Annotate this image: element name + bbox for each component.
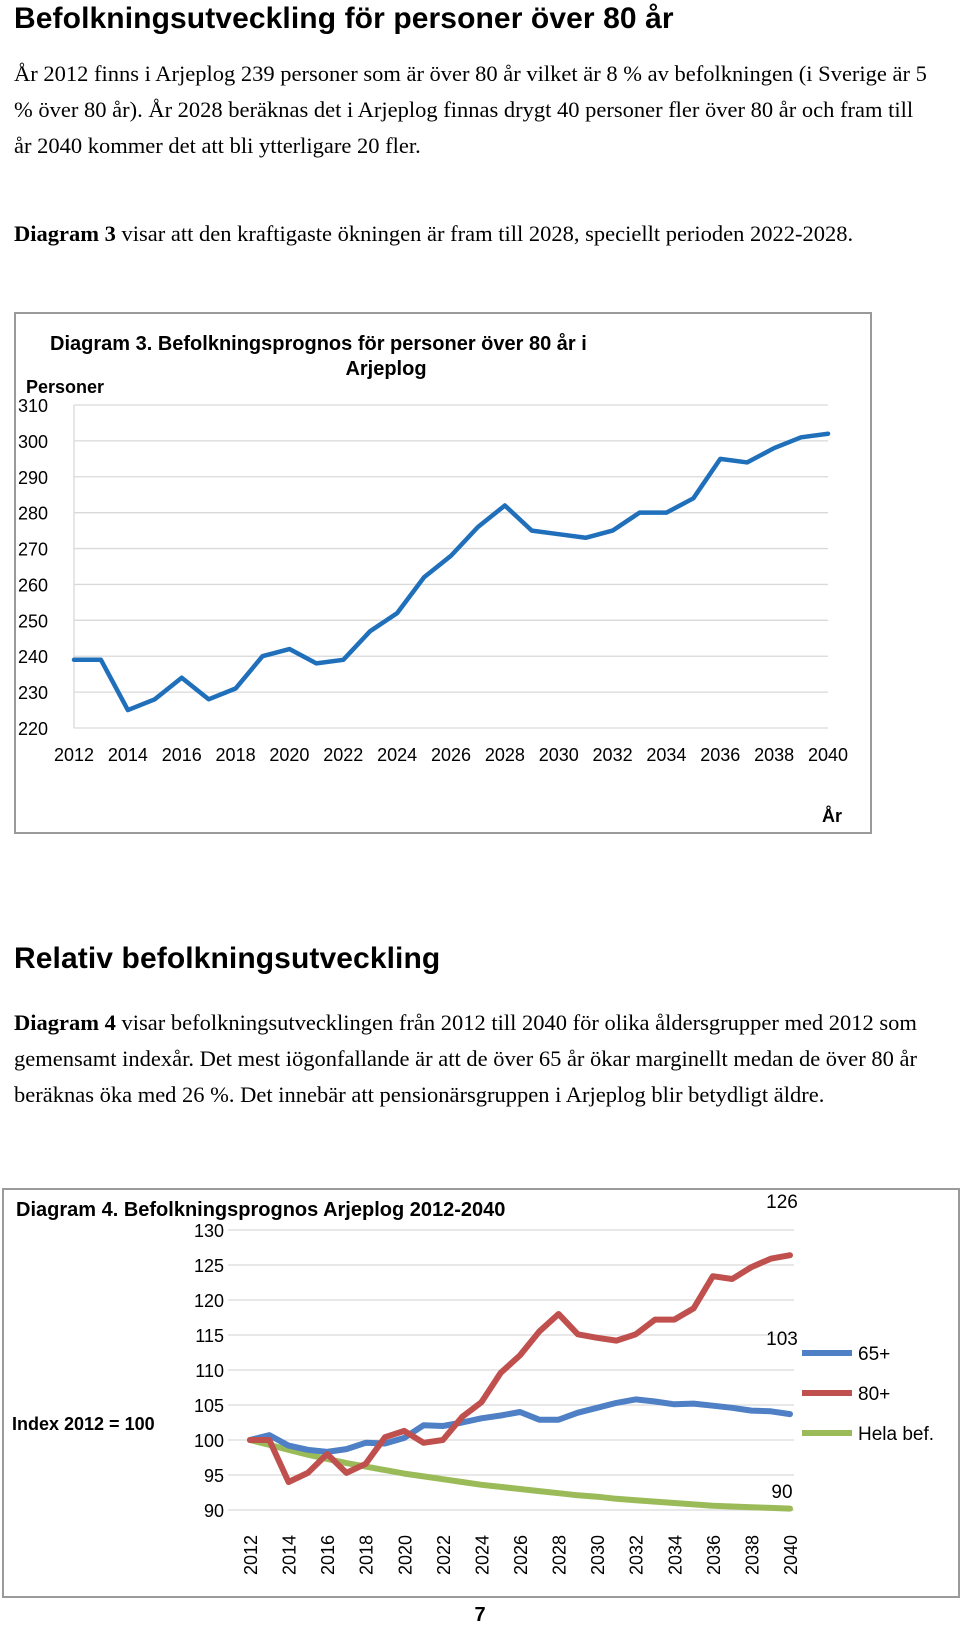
diagram3-x-tick-label: 2022 [323, 745, 364, 765]
diagram4-data-label: 103 [766, 1329, 798, 1350]
diagram3-y-tick-label: 280 [18, 503, 49, 524]
diagram4-x-tick-label: 2030 [588, 1534, 609, 1576]
diagram3-x-tick-label: 2026 [430, 745, 472, 765]
diagram4-x-tick-label: 2014 [279, 1534, 300, 1576]
diagram4-series-line [250, 1255, 790, 1482]
diagram3-y-ticks [18, 396, 48, 739]
diagram4-x-tick-label: 2038 [742, 1534, 763, 1576]
section-heading-80plus: Befolkningsutveckling för personer över 80 år [14, 2, 674, 35]
diagram3-x-tick-label: 2012 [53, 745, 95, 765]
diagram3-x-tick-label: 2032 [592, 745, 633, 765]
diagram3-x-tick-label: 2038 [754, 745, 795, 765]
diagram3-chart [16, 314, 870, 832]
diagram4-legend [802, 1344, 934, 1445]
diagram4-data-label: 126 [766, 1192, 798, 1213]
diagram4-data-labels [766, 1192, 798, 1503]
section-heading-relative: Relativ befolkningsutveckling [14, 942, 441, 975]
diagram3-x-tick-label: 2034 [646, 745, 687, 765]
diagram3-x-tick-label: 2030 [538, 745, 579, 765]
diagram3-y-tick-label: 290 [18, 467, 49, 488]
diagram3-ref-text: visar att den kraftigaste ökningen är fram till 2028, speciellt perioden 2022-2028. [115, 221, 854, 246]
diagram4-y-tick-label: 90 [203, 1501, 224, 1521]
diagram3-x-tick-label: 2014 [107, 745, 148, 765]
diagram4-x-tick-label: 2040 [781, 1534, 801, 1576]
diagram4-chart [4, 1190, 958, 1596]
diagram4-x-tick-label: 2036 [703, 1534, 724, 1576]
diagram3-x-tick-label: 2018 [215, 745, 256, 765]
diagram3-x-label: År [821, 806, 842, 826]
diagram4-y-label: Index 2012 = 100 [12, 1414, 155, 1434]
diagram4-legend-label: 65+ [858, 1344, 891, 1365]
diagram4-x-ticks [241, 1535, 801, 1575]
diagram3-y-tick-label: 220 [18, 719, 49, 739]
page-number: 7 [474, 1604, 486, 1626]
diagram3-x-tick-label: 2036 [700, 745, 741, 765]
diagram3-y-tick-label: 240 [18, 647, 49, 668]
diagram4-x-tick-label: 2022 [433, 1534, 454, 1576]
diagram4-series-line [250, 1399, 790, 1452]
diagram3-x-tick-label: 2028 [484, 745, 525, 765]
diagram3-y-tick-label: 260 [18, 575, 49, 596]
diagram3-y-tick-label: 270 [18, 539, 49, 560]
paragraph-diagram4-ref [14, 1005, 934, 1113]
diagram4-x-tick-label: 2028 [549, 1534, 570, 1576]
diagram4-x-tick-label: 2018 [356, 1534, 377, 1576]
diagram4-frame [2, 1188, 960, 1598]
diagram4-series [250, 1255, 793, 1508]
diagram4-y-tick-label: 125 [193, 1256, 224, 1276]
diagram3-x-tick-label: 2040 [807, 745, 849, 765]
diagram3-title-line2: Arjeplog [345, 358, 427, 380]
diagram3-x-tick-label: 2016 [161, 745, 202, 765]
diagram4-x-tick-label: 2024 [472, 1534, 493, 1576]
diagram4-y-tick-label: 100 [193, 1431, 224, 1451]
diagram3-title-line1: Diagram 3. Befolkningsprognos för personer över 80 år i [50, 333, 587, 355]
diagram4-ref-bold: Diagram 4 [14, 1010, 116, 1035]
diagram4-y-ticks [194, 1221, 224, 1521]
diagram4-y-tick-label: 115 [195, 1326, 224, 1346]
diagram3-x-tick-label: 2024 [377, 745, 418, 765]
diagram4-ref-text: visar befolkningsutvecklingen från 2012 till 2040 för olika åldersgrupper med 2012 som gemensamt indexår. Det mest iögonfallande är att de över 65 år ökar marginellt medan de över 80 år beräknas öka med 26 %. Det innebär att pensionärsgruppen i Arjeplog blir betydligt äldre. [14, 1010, 918, 1107]
paragraph-diagram3-ref [14, 216, 934, 252]
diagram4-y-tick-label: 95 [203, 1466, 224, 1486]
diagram4-title: Diagram 4. Befolkningsprognos Arjeplog 2012-2040 [16, 1199, 506, 1221]
diagram3-y-tick-label: 300 [18, 431, 49, 452]
diagram3-series [74, 434, 828, 711]
diagram3-y-tick-label: 310 [18, 396, 49, 416]
diagram4-x-tick-label: 2034 [665, 1534, 686, 1576]
paragraph-80plus-intro: År 2012 finns i Arjeplog 239 personer som är över 80 år vilket är 8 % av befolkningen (i Sverige är 5 % över 80 år). År 2028 beräknas det i Arjeplog finnas drygt 40 personer fler över 80 år och fram till år 2040 kommer det att bli ytterligare 20 fler. [14, 61, 927, 158]
diagram4-x-tick-label: 2016 [318, 1534, 339, 1576]
diagram4-y-tick-label: 105 [193, 1396, 224, 1416]
diagram4-y-tick-label: 120 [193, 1291, 224, 1311]
diagram3-y-tick-label: 250 [18, 611, 49, 632]
diagram3-series-line [74, 434, 828, 710]
diagram3-ref-bold: Diagram 3 [14, 221, 116, 246]
diagram4-legend-label: Hela bef. [858, 1424, 935, 1445]
diagram4-x-tick-label: 2032 [626, 1534, 647, 1576]
diagram4-x-tick-label: 2026 [511, 1534, 531, 1576]
diagram3-y-label: Personer [26, 377, 105, 397]
diagram3-x-ticks [54, 745, 848, 765]
diagram4-y-tick-label: 110 [195, 1361, 224, 1381]
diagram4-x-tick-label: 2020 [395, 1534, 416, 1576]
diagram3-y-tick-label: 230 [18, 683, 49, 704]
diagram4-legend-label: 80+ [858, 1384, 891, 1405]
diagram4-y-tick-label: 130 [193, 1221, 224, 1241]
diagram3-frame [14, 312, 872, 834]
diagram3-x-tick-label: 2020 [269, 745, 310, 765]
diagram4-data-label: 90 [771, 1482, 793, 1503]
diagram4-x-tick-label: 2012 [241, 1534, 261, 1576]
